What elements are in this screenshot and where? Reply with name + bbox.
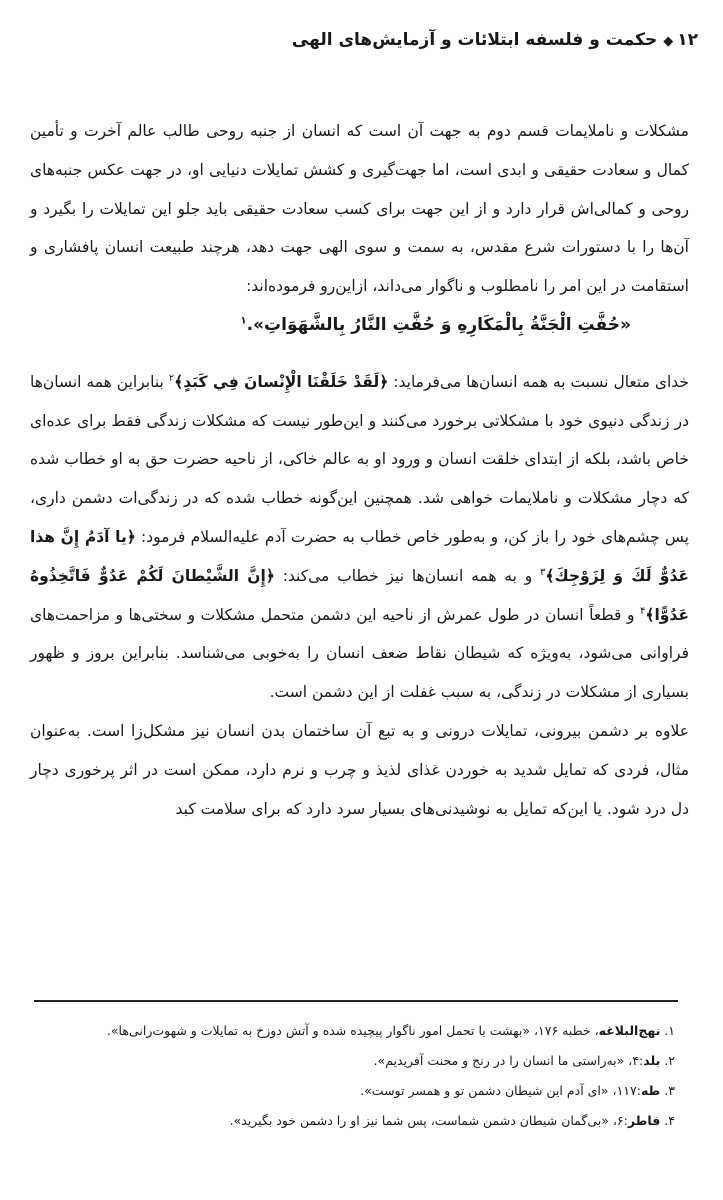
hadith-text: «حُفَّتِ الْجَنَّةُ بِالْمَكَارِهِ وَ حُفَّتِ النَّارُ بِالشَّهَوَاتِ». [246, 314, 631, 335]
footnote-source: بلد [643, 1053, 661, 1068]
paragraph-2-text-c: و به همه انسان‌ها نیز خطاب می‌کند: [282, 566, 533, 585]
quran-verse-2: ﴿يا آدَمُ إِنَّ هذا عَدُوٌّ لَكَ وَ لِزَوْجِكَ﴾ [30, 527, 689, 585]
paragraph-2-text-a: خدای متعال نسبت به همه انسان‌ها می‌فرماید: [393, 372, 689, 391]
footnote-source: فاطر [627, 1113, 661, 1128]
footnote-number: ۴. [664, 1113, 675, 1128]
footnote-text: :۱۱۷، «ای آدم این شیطان دشمن تو و همسر توست». [360, 1083, 641, 1098]
hadith-quote [30, 306, 689, 345]
footnote-text: :۴، «به‌راستی ما انسان را در رنج و محنت آفریدیم». [373, 1053, 644, 1068]
footnote-divider [34, 1000, 678, 1002]
paragraph-1: مشکلات و ناملایمات قسم دوم به جهت آن است که انسان از جنبه روحی طالب عالم آخرت و تأمین کمال و سعادت حقیقی و ابدی است، اما جهت‌گیری و کشش تمایلات دنیایی او، در جهت عکس جنبه‌های روحی و کمالی‌اش قرار دارد و از این جهت برای کسب سعادت حقیقی باید جلو این تمایلات را بگیرد و آن‌ها را با دستورات شرع مقدس، به سمت و سوی الهی جهت دهد، هرچند طبیعت انسان پافشاری و استقامت در این امر را نامطلوب و ناگوار می‌داند، ازاین‌رو فرموده‌اند: [30, 122, 689, 296]
paragraph-2-text-d: و قطعاً انسان در طول عمرش از ناحیه این دشمن متحمل مشکلات و سختی‌ها و مزاحمت‌های فراوانی می‌شود، به‌ویژه که شیطان نقاط ضعف انسان را به‌خوبی می‌شناسد. بنابراین بروز و ظهور بسیاری از مشکلات در زندگی، به سبب غفلت از این دشمن است. [30, 605, 689, 702]
diamond-separator-icon: ◆ [663, 34, 674, 49]
footnote-text: ، خطبه ۱۷۶، «بهشت با تحمل امور ناگوار پیچیده شده و آتش دوزخ به تمایلات و شهوت‌رانی‌ها». [106, 1023, 599, 1038]
footnote-ref-1: ۱ [240, 315, 247, 327]
footnote-source: طه [640, 1083, 661, 1098]
footnote-2 [40, 1046, 675, 1076]
footnote-number: ۳. [664, 1083, 675, 1098]
footnote-source: نهج‌البلاغه [598, 1023, 661, 1038]
quran-verse-3: ﴿إِنَّ الشَّيْطانَ لَكُمْ عَدُوٌّ فَاتَّخِذُوهُ عَدُوًّا﴾ [30, 566, 689, 624]
footnote-ref-2: ۲ [168, 372, 175, 384]
main-text [30, 112, 689, 828]
footnote-4 [40, 1106, 675, 1136]
paragraph-2-text-b: بنابراین همه انسان‌ها در زندگی دنیوی خود با مشکلاتی برخورد می‌کنند و این‌طور نیست که مشکلات زندگی فقط برای عده‌ای خاص باشد، بلکه از ابتدای خلقت انسان و ورود او به عالم خاکی، از ناحیه حضرت حق به او خطاب شده که دچار مشکلات و ناملایمات خواهی شد. همچنین این‌گونه خطاب شده که در زندگی‌ات دشمن داری، پس چشم‌های خود را باز کن، و به‌طور خاص خطاب به حضرت آدم عليه‌السلام فرمود: [30, 372, 689, 546]
footnote-number: ۱. [664, 1023, 675, 1038]
footnote-3 [40, 1076, 675, 1106]
paragraph-2 [30, 363, 689, 712]
chapter-title: حکمت و فلسفه ابتلائات و آزمایش‌های الهی [291, 30, 658, 50]
footnote-number: ۲. [664, 1053, 675, 1068]
footnote-ref-3: ۳ [540, 566, 546, 578]
footnote-1 [40, 1016, 675, 1046]
page-number: ۱۲ [677, 30, 698, 50]
running-header [291, 30, 698, 50]
footnote-text: :۶، «بی‌گمان شیطان دشمن شماست، پس شما نیز او را دشمن خود بگیرید». [229, 1113, 628, 1128]
quran-verse-1: ﴿لَقَدْ خَلَقْنَا الْإِنْسانَ فِي كَبَدٍ﴾ [174, 372, 389, 391]
paragraph-3: علاوه بر دشمن بیرونی، تمایلات درونی و به تبع آن ساختمان بدن انسان نیز مشکل‌زا است. به‌عنوان مثال، فردی که تمایل شدید به خوردن غذای لذیذ و چرب و نرم دارد، ممکن است در اثر پرخوری دچار دل درد شود. یا این‌که تمایل به نوشیدنی‌های بسیار سرد دارد که برای سلامت کبد [30, 721, 689, 818]
footnotes [40, 1016, 675, 1136]
footnote-ref-4: ۴ [640, 605, 646, 617]
